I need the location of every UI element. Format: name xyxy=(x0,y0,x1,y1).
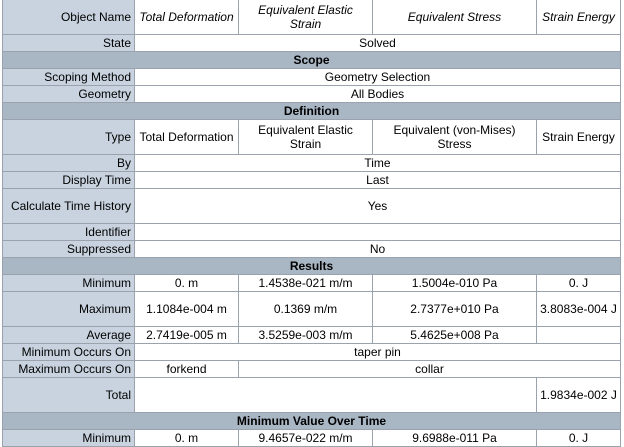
geometry-value[interactable]: All Bodies xyxy=(135,86,621,103)
object-name-equivalent-stress[interactable]: Equivalent Stress xyxy=(373,0,537,35)
maximum-equivalent-stress: 2.7377e+010 Pa xyxy=(373,292,537,327)
average-strain-energy xyxy=(537,327,621,344)
row-geometry xyxy=(3,86,621,103)
suppressed-value[interactable]: No xyxy=(135,241,621,258)
row-total xyxy=(3,378,621,413)
row-display-time xyxy=(3,172,621,189)
mot-minimum-label: Minimum xyxy=(3,430,135,447)
total-empty xyxy=(135,378,537,413)
row-identifier xyxy=(3,224,621,241)
identifier-value[interactable] xyxy=(135,224,621,241)
minimum-value-over-time-header[interactable]: Minimum Value Over Time xyxy=(3,413,621,430)
row-minimum-occurs-on xyxy=(3,344,621,361)
minimum-equivalent-elastic-strain: 1.4538e-021 m/m xyxy=(239,275,373,292)
type-total-deformation[interactable]: Total Deformation xyxy=(135,120,239,155)
maximum-equivalent-elastic-strain: 0.1369 m/m xyxy=(239,292,373,327)
mot-minimum-total-deformation: 0. m xyxy=(135,430,239,447)
type-equivalent-elastic-strain[interactable]: Equivalent Elastic Strain xyxy=(239,120,373,155)
total-strain-energy: 1.9834e-002 J xyxy=(537,378,621,413)
row-scoping-method xyxy=(3,69,621,86)
maximum-occurs-on-label: Maximum Occurs On xyxy=(3,361,135,378)
mot-minimum-equivalent-stress: 9.6988e-011 Pa xyxy=(373,430,537,447)
object-name-strain-energy[interactable]: Strain Energy xyxy=(537,0,621,35)
state-label: State xyxy=(3,35,135,52)
row-by xyxy=(3,155,621,172)
scoping-method-value[interactable]: Geometry Selection xyxy=(135,69,621,86)
section-definition xyxy=(3,103,621,120)
section-minimum-value-over-time xyxy=(3,413,621,430)
type-strain-energy[interactable]: Strain Energy xyxy=(537,120,621,155)
results-header[interactable]: Results xyxy=(3,258,621,275)
section-scope xyxy=(3,52,621,69)
by-label: By xyxy=(3,155,135,172)
object-name-equivalent-elastic-strain[interactable]: Equivalent Elastic Strain xyxy=(239,0,373,35)
mot-minimum-equivalent-elastic-strain: 9.4657e-022 m/m xyxy=(239,430,373,447)
row-type xyxy=(3,120,621,155)
row-object-name xyxy=(3,0,621,35)
scope-header[interactable]: Scope xyxy=(3,52,621,69)
maximum-strain-energy: 3.8083e-004 J xyxy=(537,292,621,327)
identifier-label: Identifier xyxy=(3,224,135,241)
maximum-label: Maximum xyxy=(3,292,135,327)
maximum-occurs-on-total-deformation: forkend xyxy=(135,361,239,378)
average-total-deformation: 2.7419e-005 m xyxy=(135,327,239,344)
row-average xyxy=(3,327,621,344)
minimum-equivalent-stress: 1.5004e-010 Pa xyxy=(373,275,537,292)
state-value: Solved xyxy=(135,35,621,52)
suppressed-label: Suppressed xyxy=(3,241,135,258)
mot-minimum-strain-energy: 0. J xyxy=(537,430,621,447)
details-table xyxy=(2,0,621,447)
geometry-label: Geometry xyxy=(3,86,135,103)
row-maximum-occurs-on xyxy=(3,361,621,378)
definition-header[interactable]: Definition xyxy=(3,103,621,120)
scoping-method-label: Scoping Method xyxy=(3,69,135,86)
object-name-label: Object Name xyxy=(3,0,135,35)
minimum-occurs-on-label: Minimum Occurs On xyxy=(3,344,135,361)
type-label: Type xyxy=(3,120,135,155)
minimum-label: Minimum xyxy=(3,275,135,292)
total-label: Total xyxy=(3,378,135,413)
minimum-strain-energy: 0. J xyxy=(537,275,621,292)
maximum-occurs-on-others: collar xyxy=(239,361,621,378)
row-calculate-time-history xyxy=(3,189,621,224)
minimum-occurs-on-value: taper pin xyxy=(135,344,621,361)
row-maximum xyxy=(3,292,621,327)
average-equivalent-stress: 5.4625e+008 Pa xyxy=(373,327,537,344)
object-name-total-deformation[interactable]: Total Deformation xyxy=(135,0,239,35)
by-value[interactable]: Time xyxy=(135,155,621,172)
row-suppressed xyxy=(3,241,621,258)
type-equivalent-stress[interactable]: Equivalent (von-Mises) Stress xyxy=(373,120,537,155)
average-label: Average xyxy=(3,327,135,344)
section-results xyxy=(3,258,621,275)
display-time-value[interactable]: Last xyxy=(135,172,621,189)
minimum-total-deformation: 0. m xyxy=(135,275,239,292)
calculate-time-history-label: Calculate Time History xyxy=(3,189,135,224)
row-state xyxy=(3,35,621,52)
maximum-total-deformation: 1.1084e-004 m xyxy=(135,292,239,327)
display-time-label: Display Time xyxy=(3,172,135,189)
calculate-time-history-value[interactable]: Yes xyxy=(135,189,621,224)
row-minimum xyxy=(3,275,621,292)
average-equivalent-elastic-strain: 3.5259e-003 m/m xyxy=(239,327,373,344)
